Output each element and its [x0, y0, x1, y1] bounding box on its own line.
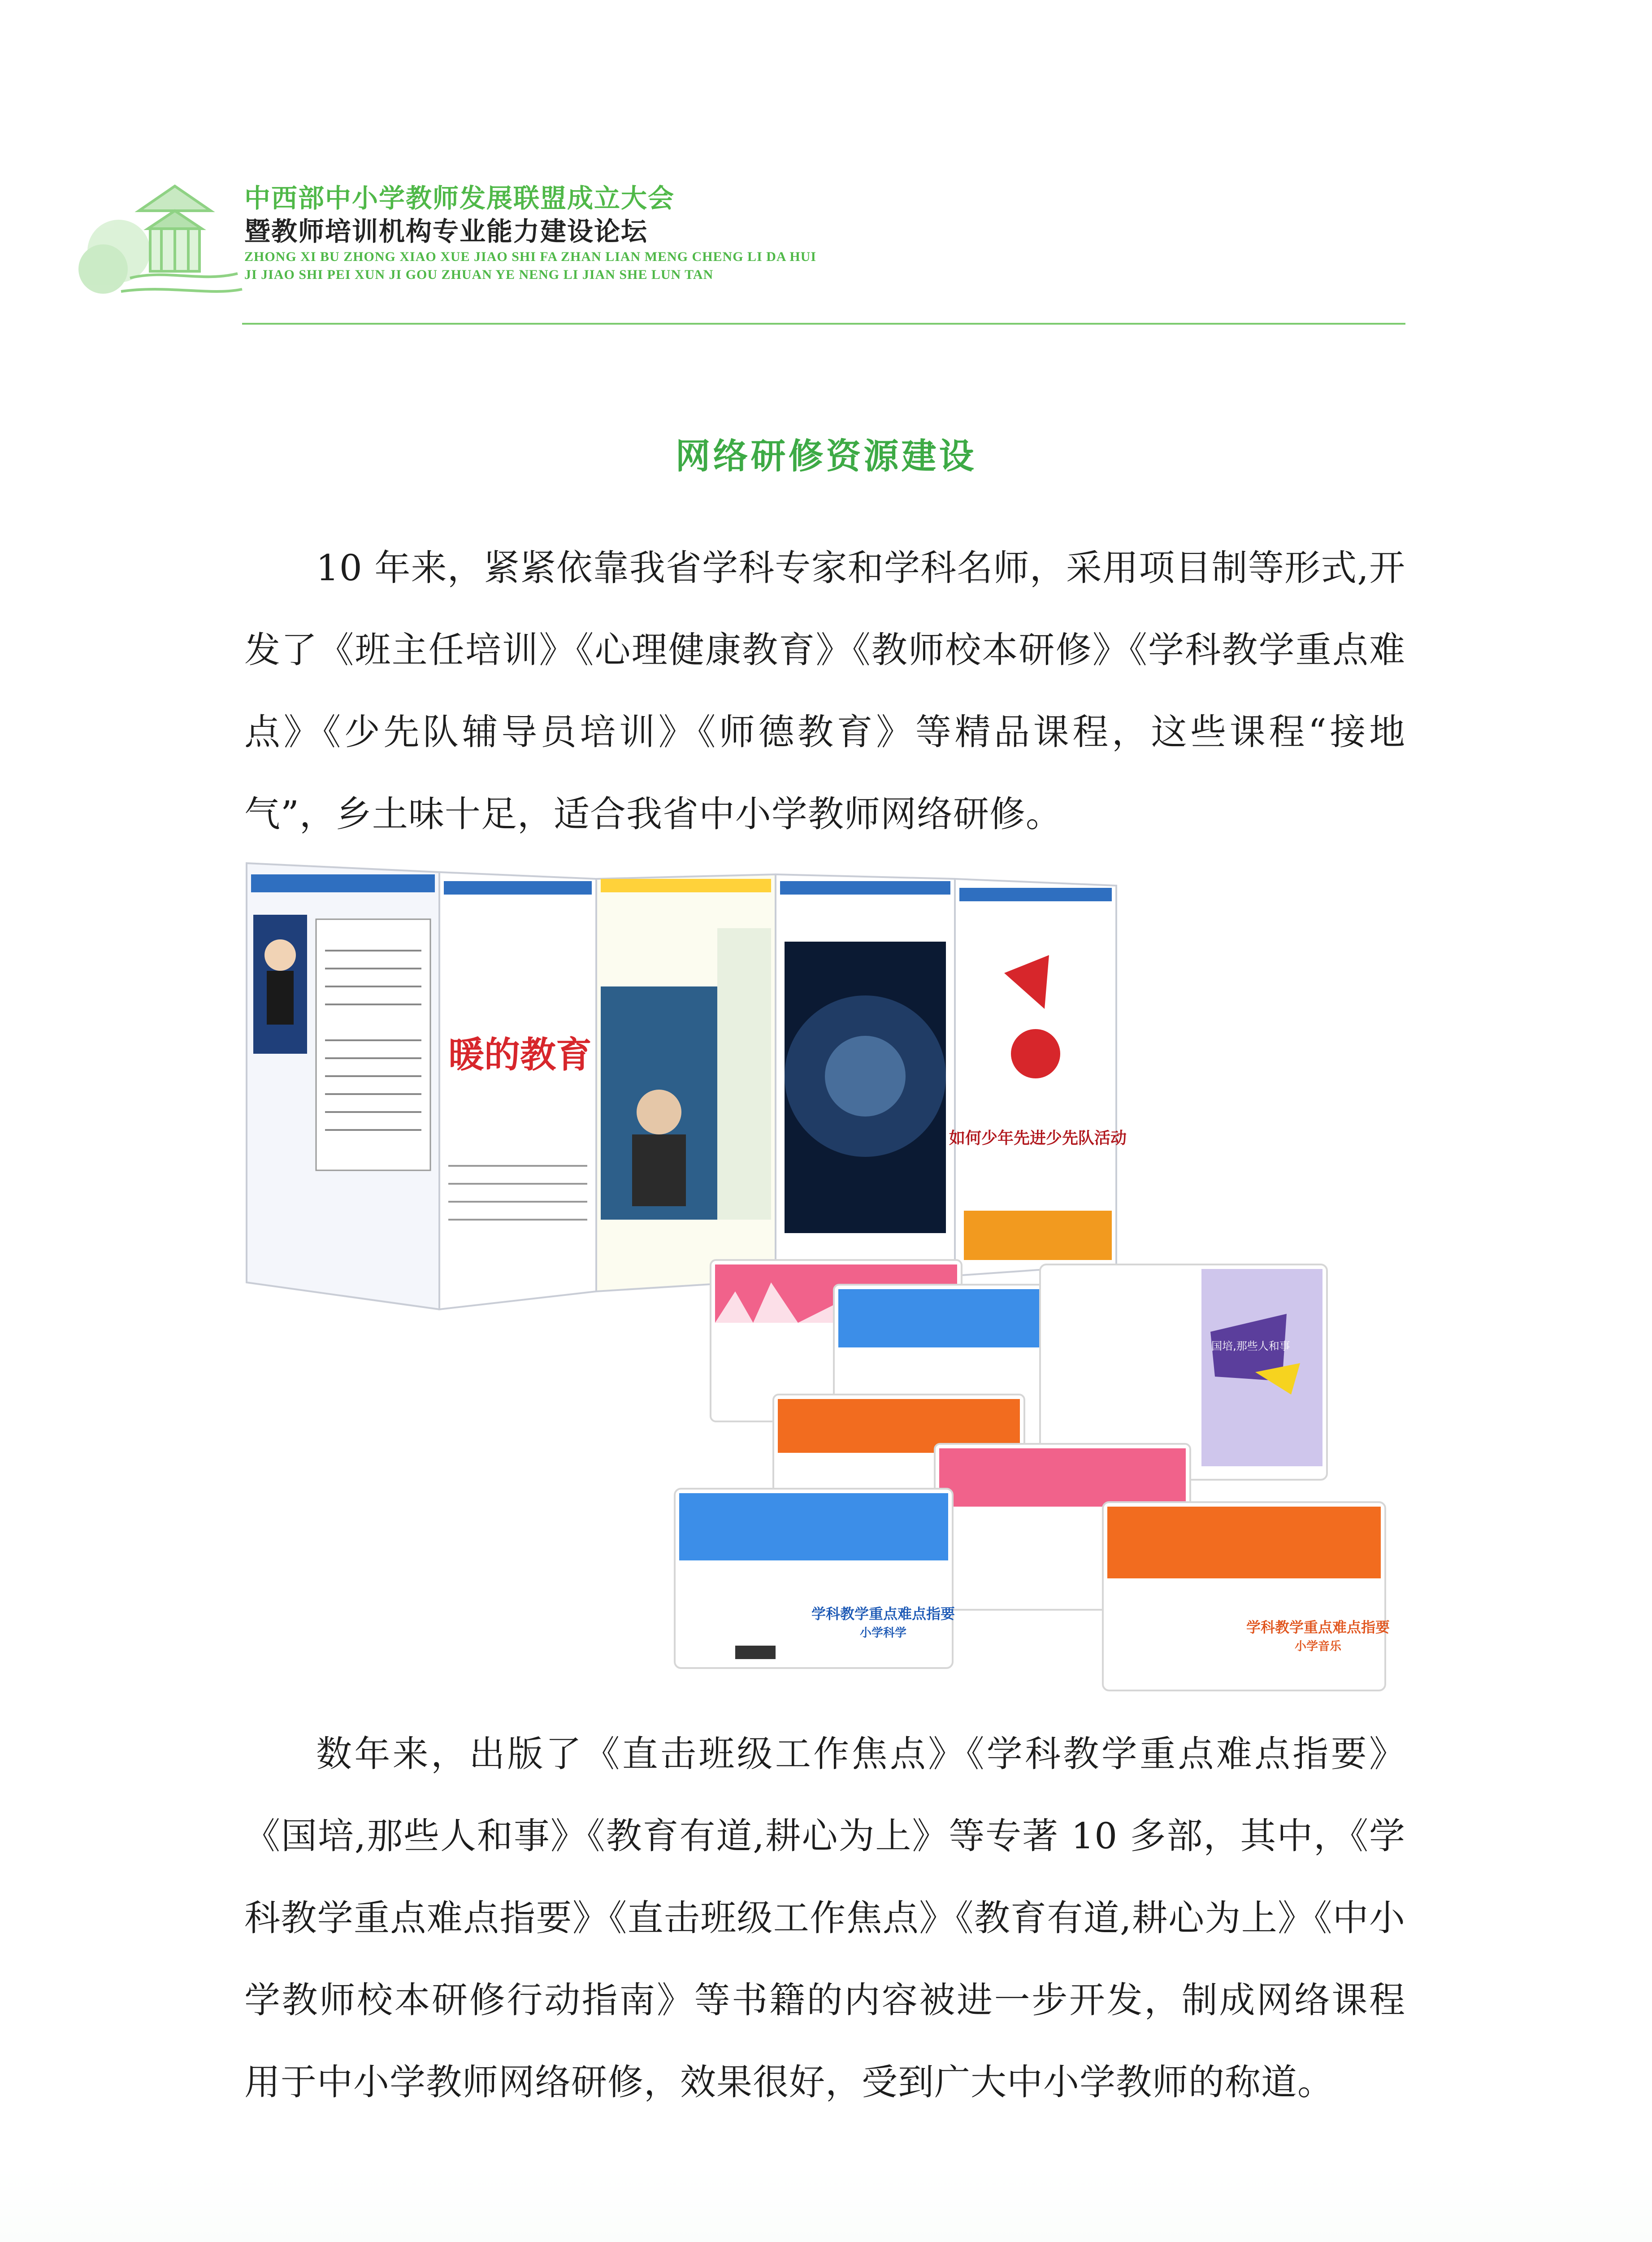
header-pinyin-line1: ZHONG XI BU ZHONG XIAO XUE JIAO SHI FA ZHAN LIAN MENG CHENG LI DA HUI — [244, 249, 817, 264]
paragraph-2-text: 数年来，出版了《直击班级工作焦点》《学科教学重点难点指要》《国培,那些人和事》《教育有道,耕心为上》等专著 10 多部，其中，《学科教学重点难点指要》《直击班级工作焦点》《教育有道,耕心为上》《中小学教师校本研修行动指南》等书籍的内容被进一步开发，制成网络课程用于中小学教师网络研修，效果很好，受到广大中小学教师的称道。 — [244, 1733, 1405, 2103]
book-7-subject: 小学音乐 — [1294, 1640, 1342, 1653]
course-screen-1 — [247, 863, 439, 1309]
course-screen-3 — [596, 874, 776, 1291]
book-6-title: 学科教学重点难点指要 — [811, 1605, 955, 1622]
header-text-block — [244, 182, 816, 284]
paragraph-1 — [244, 527, 1405, 855]
book-cover-6 — [675, 1489, 955, 1668]
header-pinyin-line2: JI JIAO SHI PEI XUN JI GOU ZHUAN YE NENG LI JIAN SHE LUN TAN — [244, 267, 714, 282]
book-cover-7 — [1103, 1502, 1390, 1690]
screen-2-caption: 暖的教育 — [448, 1034, 592, 1076]
course-and-book-collage — [242, 861, 1403, 1699]
course-screen-2 — [439, 872, 596, 1309]
paragraph-2 — [244, 1713, 1405, 2123]
pavilion-logo-icon — [76, 161, 247, 309]
section-title: 网络研修资源建设 — [675, 436, 977, 477]
paragraph-1-text: 10 年来，紧紧依靠我省学科专家和学科名师，采用项目制等形式,开发了《班主任培训》《心理健康教育》《教师校本研修》《学科教学重点难点》《少先队辅导员培训》《师德教育》等精品课程，这些课程“接地气”，乡土味十足，适合我省中小学教师网络研修。 — [244, 547, 1405, 835]
header-title-line1: 中西部中小学教师发展联盟成立大会 — [244, 183, 675, 213]
course-screen-5 — [949, 879, 1127, 1276]
header-divider — [242, 323, 1405, 325]
header-title-line2: 暨教师培训机构专业能力建设论坛 — [244, 216, 648, 247]
book-3-title: 国培,那些人和事 — [1211, 1340, 1290, 1352]
screen-5-caption: 如何少年先进少先队活动 — [949, 1129, 1127, 1147]
footer-watercolor-decoration — [0, 2143, 1652, 2242]
course-screen-4 — [776, 874, 955, 1280]
page-header — [0, 0, 1652, 341]
book-6-subject: 小学科学 — [859, 1626, 907, 1640]
book-7-title: 学科教学重点难点指要 — [1246, 1619, 1390, 1636]
